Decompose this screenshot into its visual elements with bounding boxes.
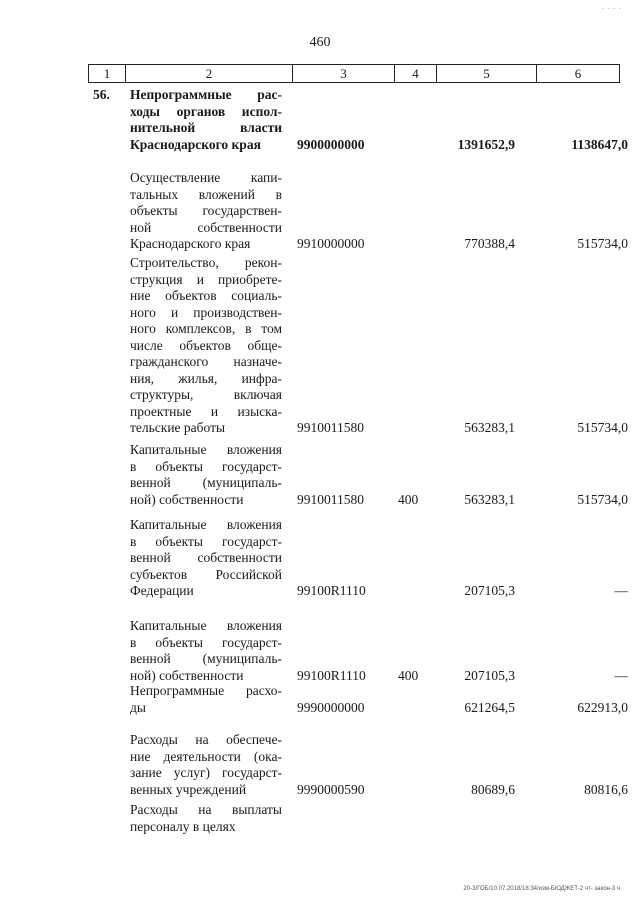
row-name-line: Капитальные вложения [130,517,282,532]
row-name-line: венной (муниципаль- [130,651,282,666]
amount-year2-cell: 515734,0 [577,236,628,251]
row-name-line: структуры, включая [130,387,282,402]
row-name-line: Расходы на обеспече- [130,732,282,747]
row-name [130,517,282,600]
row-name-line: Краснодарского края [130,236,251,251]
corner-mark: - - - - [602,6,622,12]
column-header-3: 3 [292,65,394,82]
expense-type-cell: 400 [398,491,419,507]
row-name-line: ного комплексов, в том [130,321,282,336]
row-name [130,442,282,508]
row-name-line: персоналу в целях [130,818,236,834]
row-name-line: Непрограммные рас- [130,87,282,102]
page-number: 460 [309,35,331,50]
row-name-line: Осуществление капи- [130,170,282,185]
target-code-cell: 99100R1110 [297,667,366,683]
footer-note: 20-3/ГОБ/10.07.2018/18:34/изм-БЮДЖЕТ-2 чт- закон-3 ч [463,886,620,892]
row-name-line: Строительство, рекон- [130,255,282,270]
target-code-cell: 9910000000 [297,236,365,251]
row-name-line: ния, жилья, инфра- [130,370,282,386]
row-name-line: Расходы на выплаты [130,802,282,817]
amount-year2-cell: 1138647,0 [571,136,628,152]
row-name-line: Капитальные вложения [130,442,282,457]
row-name [130,170,282,253]
column-header-6: 6 [536,65,619,82]
column-header-2: 2 [125,65,292,82]
row-name-line: в объекты государст- [130,634,282,650]
row-name-line: венной собственности [130,550,282,565]
row-name-line: ной) собственности [130,491,244,507]
row-name-line: в объекты государст- [130,458,282,474]
row-name-line: зание услуг) государст- [130,765,282,780]
row-name-line: ды [130,699,146,715]
amount-year1-cell: 207105,3 [464,667,515,683]
row-name-line: субъектов Российской [130,566,282,582]
expense-type-cell: 400 [398,667,419,683]
row-name [130,87,282,153]
row-name-line: тельские работы [130,420,226,435]
row-name-line: ние объектов социаль- [130,288,282,303]
row-name-line: Непрограммные расхо- [130,683,282,698]
row-name-line: венных учреждений [130,781,247,797]
row-name-line: ние деятельности (ока- [130,748,282,764]
row-name-line: числе объектов обще- [130,337,282,353]
target-code-cell: 9910011580 [297,420,364,435]
table-header-row [88,64,620,83]
amount-year1-cell: 621264,5 [464,699,515,715]
row-name-line: ходы органов испол- [130,103,282,119]
row-name-line: венной (муниципаль- [130,475,282,490]
row-name-line: ной) собственности [130,667,244,683]
amount-year2-cell: 515734,0 [577,491,628,507]
amount-year2-cell: 80816,6 [584,781,628,797]
column-header-4: 4 [394,65,436,82]
amount-year2-cell: — [614,667,628,683]
row-name-line: нительной власти [130,120,282,135]
row-name-line: Капитальные вложения [130,618,282,633]
row-name-line: ного и производствен- [130,304,282,320]
column-header-1: 1 [103,66,111,81]
row-name-line: проектные и изыска- [130,403,282,419]
amount-year2-cell: 515734,0 [577,420,628,435]
amount-year1-cell: 770388,4 [464,236,515,251]
row-name [130,618,282,684]
row-name-line: гражданского назначе- [130,354,282,369]
target-code-cell: 99100R1110 [297,583,366,598]
row-name-line: Федерации [130,583,194,598]
column-header-5: 5 [436,65,536,82]
row-name [130,802,282,835]
row-name [130,255,282,437]
target-code-cell: 9990000000 [297,699,365,715]
amount-year2-cell: — [614,583,628,598]
amount-year1-cell: 80689,6 [471,781,515,797]
amount-year2-cell: 622913,0 [577,699,628,715]
amount-year1-cell: 207105,3 [464,583,515,598]
row-name-line: струкция и приобрете- [130,271,282,287]
row-name [130,683,282,716]
amount-year1-cell: 1391652,9 [457,136,515,152]
row-name-line: ной собственности [130,219,282,235]
row-number: 56. [93,87,110,102]
row-name-line: в объекты государст- [130,533,282,549]
amount-year1-cell: 563283,1 [464,420,515,435]
amount-year1-cell: 563283,1 [464,491,515,507]
target-code-cell: 9910011580 [297,491,364,507]
row-name-line: Краснодарского края [130,136,261,152]
target-code-cell: 9990000590 [297,781,365,797]
row-name-line: тальных вложений в [130,186,282,202]
row-name-line: объекты государствен- [130,203,282,218]
target-code-cell: 9900000000 [297,136,365,152]
row-name [130,732,282,798]
